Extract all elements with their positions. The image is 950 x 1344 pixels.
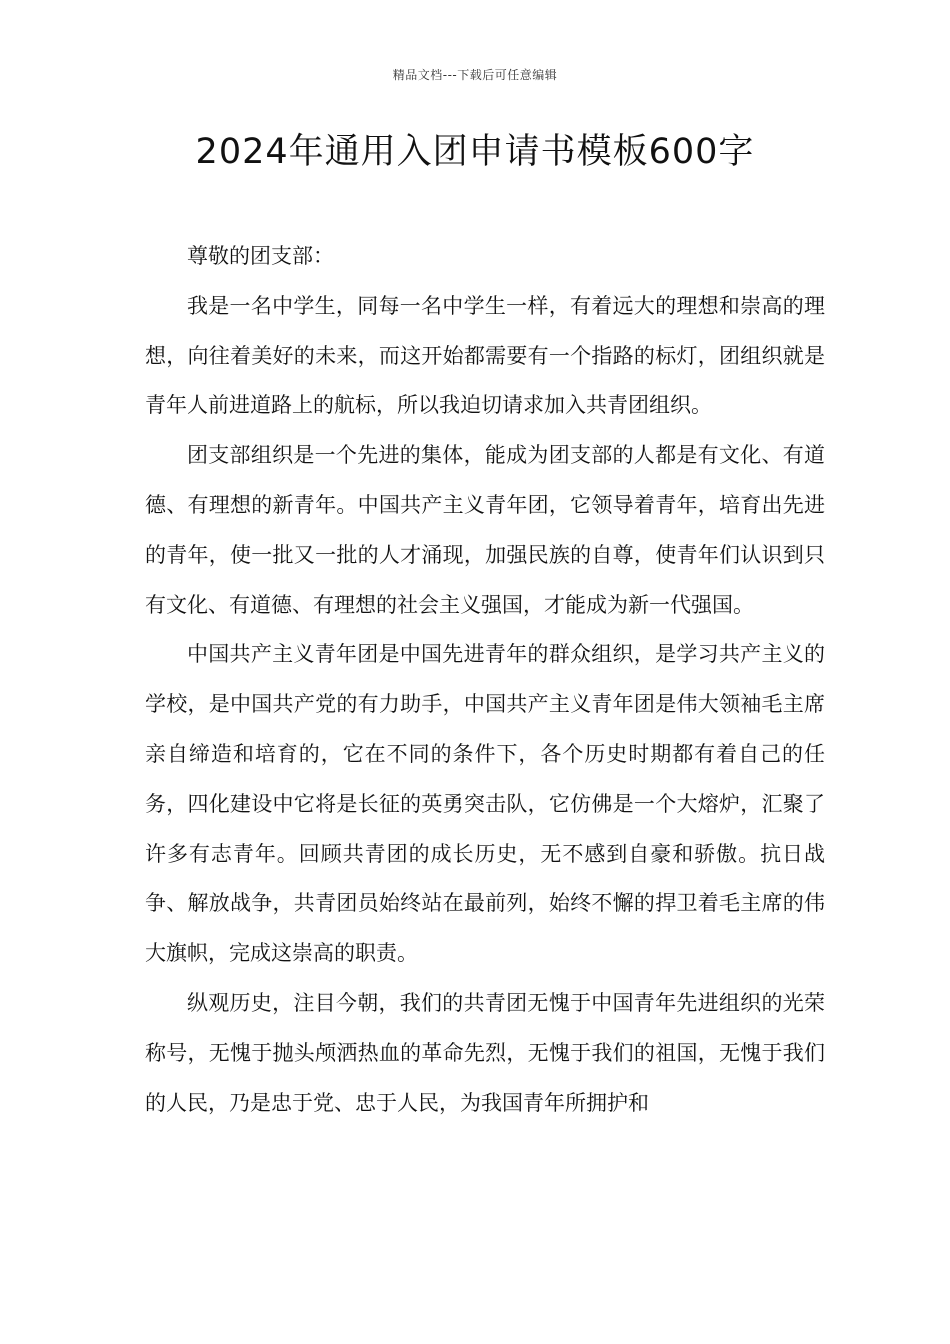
document-title: 2024年通用入团申请书模板600字 (195, 132, 755, 172)
paragraph-2: 团支部组织是一个先进的集体，能成为团支部的人都是有文化、有道德、有理想的新青年。中国共产主义青年团，它领导着青年，培育出先进的青年，使一批又一批的人才涌现，加强民族的自尊，使青年们认识到只有文化、有道德、有理想的社会主义强国，才能成为新一代强国。 (145, 443, 825, 617)
header-note: 精品文档---下载后可任意编辑 (392, 68, 558, 82)
salutation: 尊敬的团支部： (187, 244, 334, 268)
paragraph-1: 我是一名中学生，同每一名中学生一样，有着远大的理想和崇高的理想，向往着美好的未来，而这开始都需要有一个指路的标灯，团组织就是青年人前进道路上的航标，所以我迫切请求加入共青团组织。 (145, 293, 825, 418)
document-body (145, 232, 825, 1128)
paragraph-4: 纵观历史，注目今朝，我们的共青团无愧于中国青年先进组织的光荣称号，无愧于抛头颅洒热血的革命先烈，无愧于我们的祖国，无愧于我们的人民，乃是忠于党、忠于人民，为我国青年所拥护和 (145, 990, 825, 1115)
paragraph-3: 中国共产主义青年团是中国先进青年的群众组织，是学习共产主义的学校，是中国共产党的有力助手，中国共产主义青年团是伟大领袖毛主席亲自缔造和培育的，它在不同的条件下，各个历史时期都有着自己的任务，四化建设中它将是长征的英勇突击队，它仿佛是一个大熔炉，汇聚了许多有志青年。回顾共青团的成长历史，无不感到自豪和骄傲。抗日战争、解放战争，共青团员始终站在最前列，始终不懈的捍卫着毛主席的伟大旗帜，完成这崇高的职责。 (145, 642, 825, 966)
